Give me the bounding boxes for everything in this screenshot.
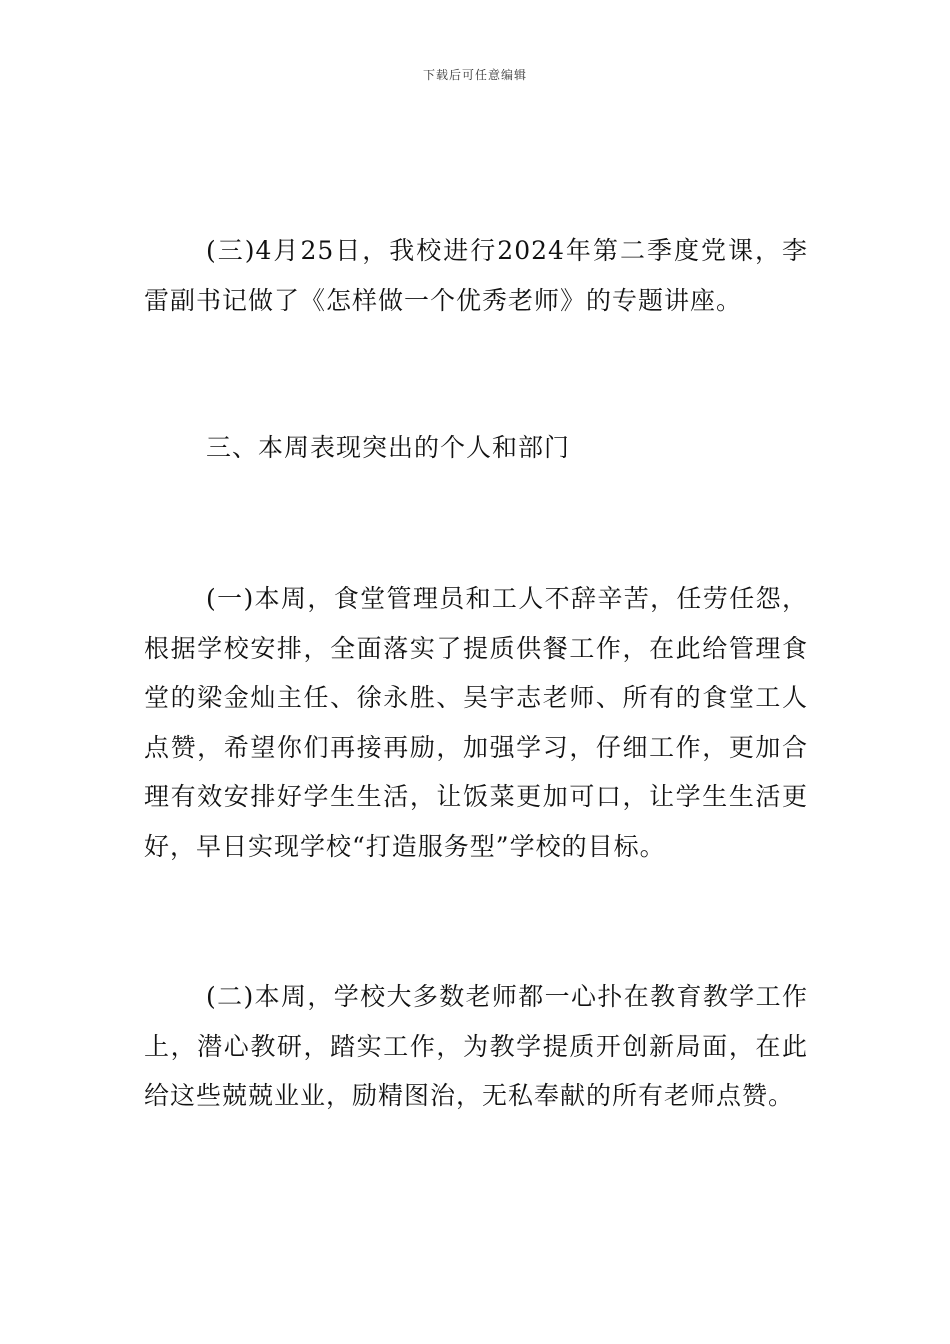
paragraph-canteen-staff: (一)本周，食堂管理员和工人不辞辛苦，任劳任怨，根据学校安排，全面落实了提质供餐工作，在此给管理食堂的梁金灿主任、徐永胜、吴宇志老师、所有的食堂工人点赞，希望你们再接再励，加强学习，仔细工作，更加合理有效安排好学生生活，让饭菜更加可口，让学生生活更好，早日实现学校“打造服务型”学校的目标。	[144, 584, 808, 861]
paragraph-party-lecture: (三)4月25日，我校进行2024年第二季度党课，李雷副书记做了《怎样做一个优秀老师》的专题讲座。	[144, 236, 808, 315]
section-heading-outstanding: 三、本周表现突出的个人和部门	[206, 433, 571, 462]
header-note: 下载后可任意编辑	[422, 68, 527, 82]
paragraph-teachers: (二)本周，学校大多数老师都一心扑在教育教学工作上，潜心教研，踏实工作，为教学提质开创新局面，在此给这些兢兢业业，励精图治，无私奉献的所有老师点赞。	[144, 982, 808, 1110]
